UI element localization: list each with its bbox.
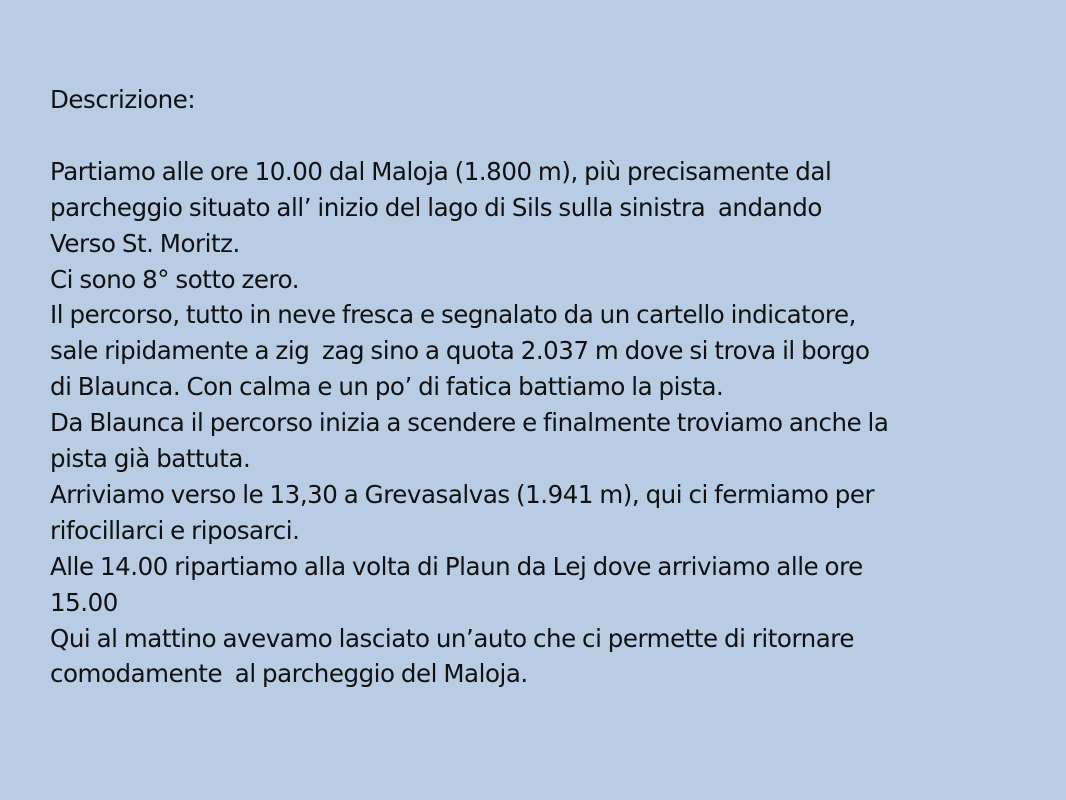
description-line-7: di Blaunca. Con calma e un po’ di fatica battiamo la pista. [50,372,724,402]
description-line-14: Qui al mattino avevamo lasciato un’auto che ci permette di ritornare [50,623,855,653]
description-line-11: rifocillarci e riposarci. [50,515,300,545]
description-line-1: Partiamo alle ore 10.00 dal Maloja (1.800 m), più precisamente dal [50,156,832,186]
description-line-3: Verso St. Moritz. [50,228,240,258]
description-line-5: Il percorso, tutto in neve fresca e segnalato da un cartello indicatore, [50,300,856,330]
description-text-block [50,82,1040,692]
description-line-2: parcheggio situato all’ inizio del lago di Sils sulla sinistra andando [50,192,822,222]
description-line-8: Da Blaunca il percorso inizia a scendere e finalmente troviamo anche la [50,408,889,438]
description-heading: Descrizione: [50,85,196,114]
blank-line [50,118,1040,154]
description-line-9: pista già battuta. [50,444,251,474]
description-line-13: 15.00 [50,587,118,617]
description-line-6: sale ripidamente a zig zag sino a quota 2.037 m dove si trova il borgo [50,336,870,366]
description-line-10: Arriviamo verso le 13,30 a Grevasalvas (1.941 m), qui ci fermiamo per [50,479,875,509]
description-line-4: Ci sono 8° sotto zero. [50,264,300,294]
description-line-12: Alle 14.00 ripartiamo alla volta di Plaun da Lej dove arriviamo alle ore [50,551,863,581]
description-line-15: comodamente al parcheggio del Maloja. [50,659,528,689]
